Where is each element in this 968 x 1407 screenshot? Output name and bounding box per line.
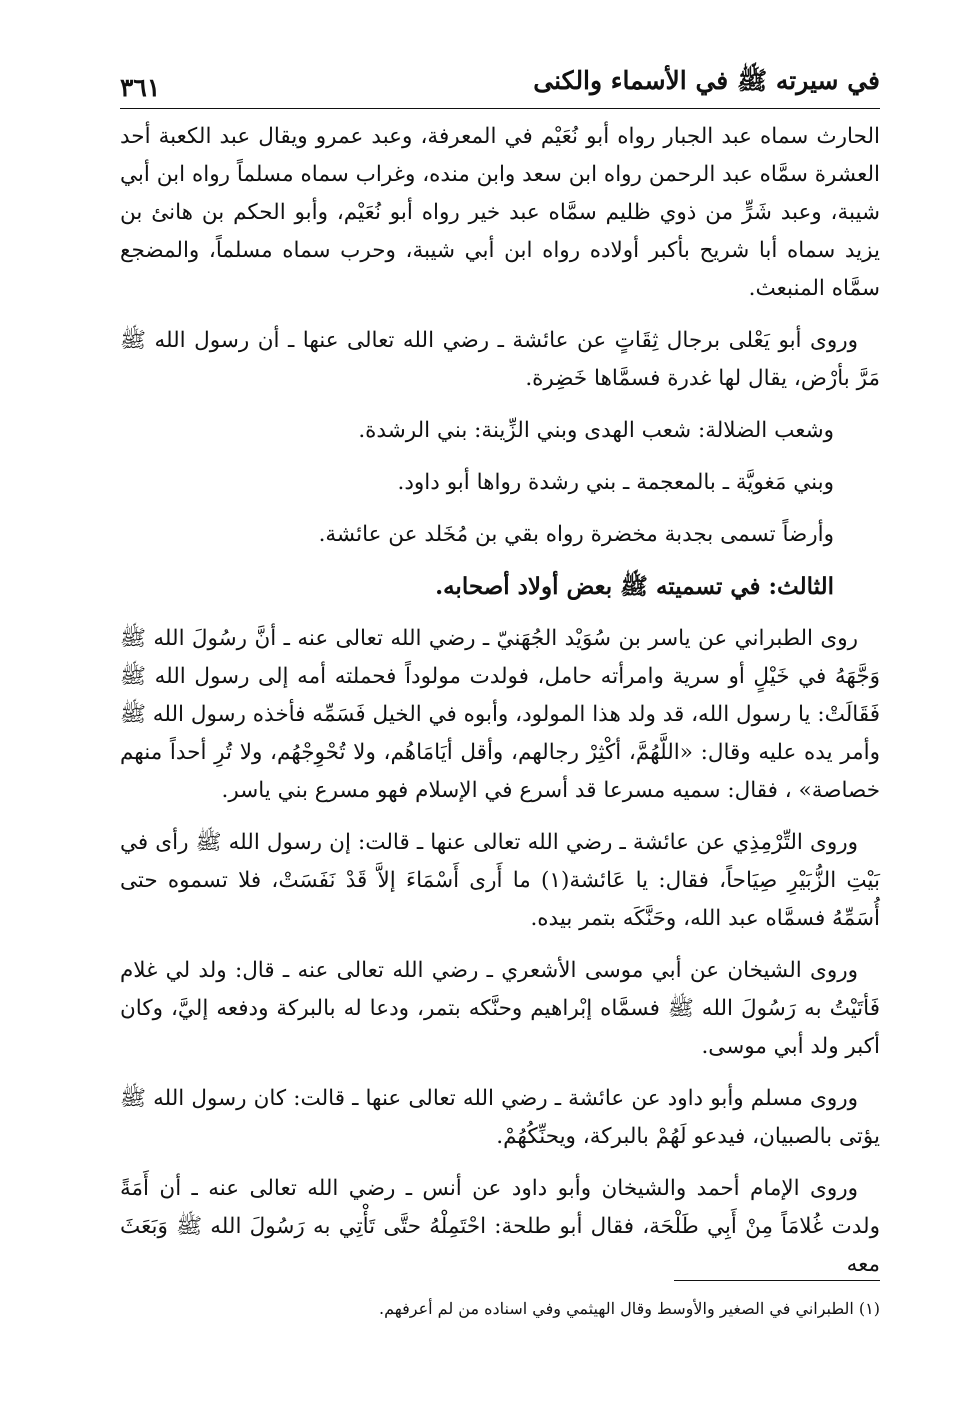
section-heading: الثالث: في تسميته ﷺ بعض أولاد أصحابه. xyxy=(435,573,834,600)
paragraph: وبني مَغويَّة ـ بالمعجمة ـ بني رشدة رواها أبو داود. xyxy=(397,470,834,495)
paragraph: وروى الشيخان عن أبي موسى الأشعري ـ رضي الله تعالى عنه ـ قال: ولد لي غلام فَأتَيْتُ به رَسُولَ الله ﷺ فسمَّاه إبْراهيم وحنَّكه بتمر، ودعا له بالبركة ودفعه إليَّ، وكان أكبر ولد أبي موسى. xyxy=(120,958,880,1059)
paragraph: وروى التِّرْمِذِي عن عائشة ـ رضي الله تعالى عنها ـ قالت: إن رسول الله ﷺ رأى في بَيْتِ الزُّبَيْرِ صِيَاحاً، فقال: يا عَائشة(١) ما أَرى أَسْمَاءَ إلاَّ قَدْ نَفَسَتْ، فلا تسموه حتى أُسَمِّهُ فسمَّاه عبد الله، وحَنَّكَه بتمر بيده. xyxy=(120,830,880,931)
running-title: في سيرته ﷺ في الأسماء والكنى xyxy=(533,66,880,95)
footnote-divider xyxy=(674,1280,880,1281)
paragraph: وروى أبو يَعْلى برجال ثِقَاتٍ عن عائشة ـ رضي الله تعالى عنها ـ أن رسول الله ﷺ مَرَّ بأرْض، يقال لها غدرة فسمَّاها خَضِرة. xyxy=(120,328,880,391)
footnote: (١) الطبراني في الصغير والأوسط وقال الهيثمي وفي اسناده من لم أعرفهم. xyxy=(379,1299,880,1318)
page-number: ٣٦١ xyxy=(120,73,161,102)
paragraph: وأرضاً تسمى بجدبة مخضرة رواه بقي بن مُخَلد عن عائشة. xyxy=(318,522,834,547)
paragraph: وروى الإمام أحمد والشيخان وأبو داود عن أنس ـ رضي الله تعالى عنه ـ أن أَمَةً ولدت غُلامَاً مِنْ أَبِي طَلْحَة، فقال أبو طلحة: احْتَمِلْهُ حتَّى تَأْتِي به رَسُولَ الله ﷺ وَبَعَثَ معه xyxy=(120,1176,880,1277)
paragraph: وشعب الضلالة: شعب الهدى وبني الزِّينة: بني الرشدة. xyxy=(358,418,834,443)
paragraph: روى الطبراني عن ياسر بن سُوَيْد الجُهَنيّ ـ رضي الله تعالى عنه ـ أنَّ رسُولَ الله ﷺ وَجَّهَهُ في خَيْلٍ أو سرية وامرأته حامل، فولدت مولوداً فحملته أمه إلى رسول الله ﷺ فَقَالَتْ: يا رسول الله، قد ولد هذا المولود، وأبوه في الخيل فَسَمِّه فأخذه رسول الله ﷺ وأمر يده عليه وقال: «اللَّهُمَّ، أكْثِرْ رجالهم، وأقل أيَامَاهُم، ولا تُحْوِجْهُم، ولا تُرِ أحداً منهم خصاصة» ، فقال: سميه مسرعا قد أسرع في الإسلام فهو مسرع بني ياسر. xyxy=(120,626,880,803)
page-header xyxy=(120,58,880,109)
paragraph: وروى مسلم وأبو داود عن عائشة ـ رضي الله تعالى عنها ـ قالت: كان رسول الله ﷺ يؤتى بالصبيان، فيدعو لَهُمْ بالبركة، ويحنِّكُهُمْ. xyxy=(120,1086,880,1149)
paragraph: الحارث سماه عبد الجبار رواه أبو نُعَيْم في المعرفة، وعبد عمرو ويقال عبد الكعبة أحد العشرة سمَّاه عبد الرحمن رواه ابن سعد وابن منده، وغراب سماه مسلماً رواه ابن أبي شيبة، وعبد شَرٍّ من ذوي ظليم سمَّاه عبد خير رواه أبو نُعَيْم، وأبو الحكم بن هانئ بن يزيد سماه أبا شريح بأكبر أولاده رواه ابن أبي شيبة، وحرب سماه مسلماً، والمضجع سمَّاه المنبعث. xyxy=(120,124,880,301)
main-text xyxy=(120,118,880,1298)
